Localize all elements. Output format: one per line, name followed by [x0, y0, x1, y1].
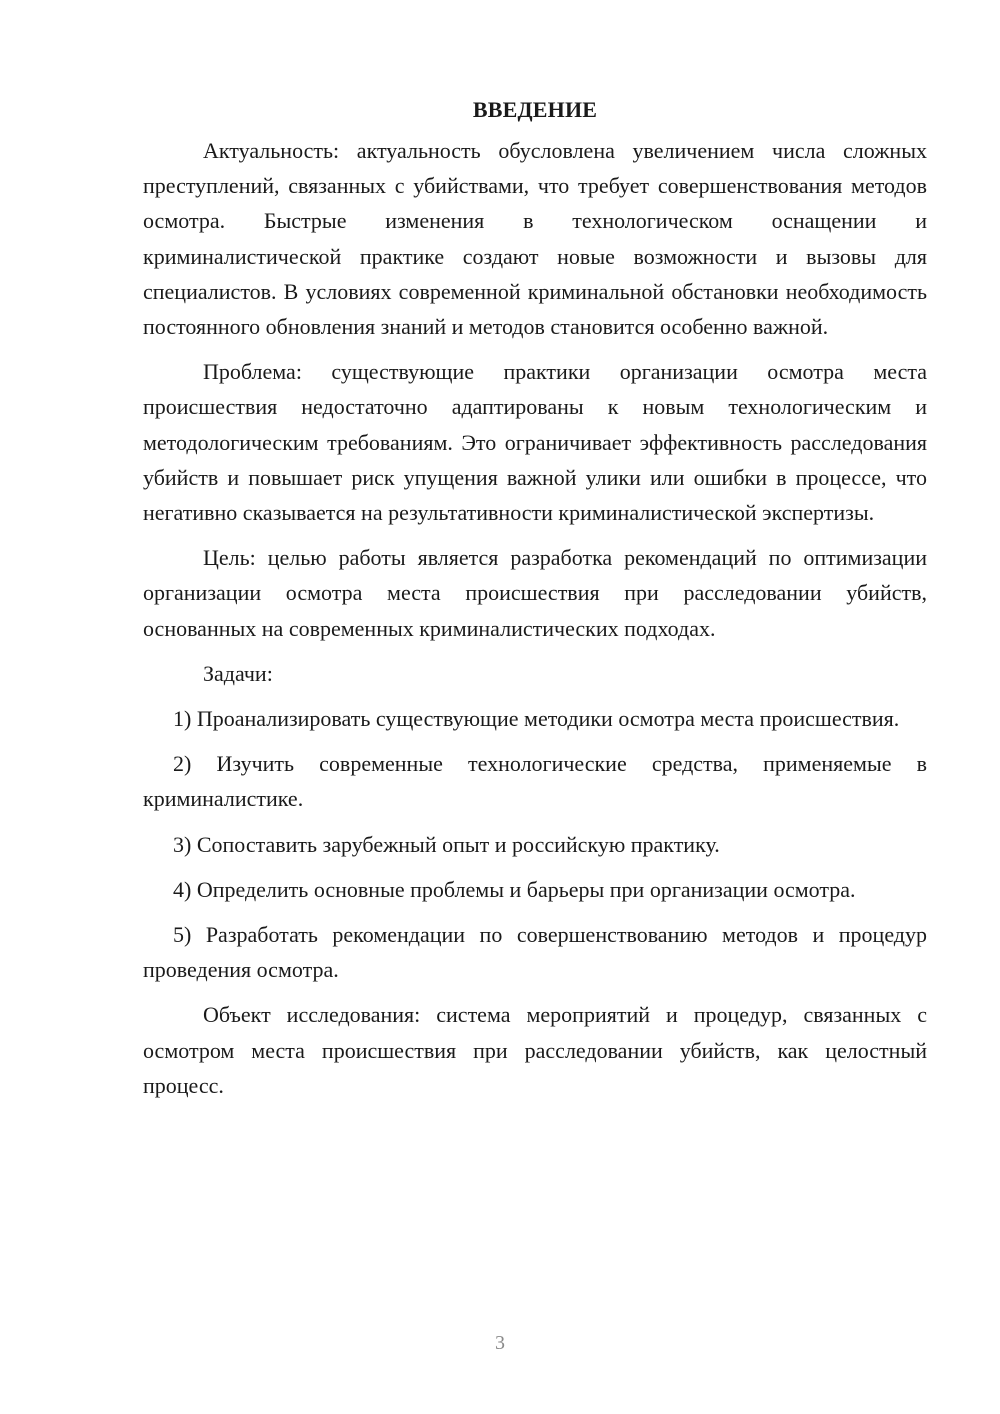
- section-heading: ВВЕДЕНИЕ: [472, 97, 598, 122]
- task-list: [143, 701, 927, 987]
- task-item: 5) Разработать рекомендации по совершенствованию методов и процедур проведения осмотра.: [143, 922, 927, 983]
- goal-paragraph: Цель: целью работы является разработка рекомендаций по оптимизации организации осмотра места происшествия при расследовании убийств, основанных на современных криминалистических подходах.: [143, 545, 927, 641]
- problem-paragraph: Проблема: существующие практики организации осмотра места происшествия недостаточно адаптированы к новым технологическим и методологическим требованиям. Это ограничивает эффективность расследования убийств и повышает риск упущения важной улики или ошибки в процессе, что негативно сказывается на результативности криминалистической экспертизы.: [143, 359, 927, 526]
- task-item: 2) Изучить современные технологические средства, применяемые в криминалистике.: [143, 751, 927, 812]
- object-paragraph: Объект исследования: система мероприятий и процедур, связанных с осмотром места происшествия при расследовании убийств, как целостный процесс.: [143, 1002, 927, 1098]
- page-content: [143, 92, 927, 1113]
- tasks-label: Задачи:: [203, 660, 273, 686]
- task-item: 3) Сопоставить зарубежный опыт и российскую практику.: [173, 831, 720, 857]
- page-number: 3: [495, 1332, 505, 1354]
- task-item: 1) Проанализировать существующие методики осмотра места происшествия.: [173, 706, 900, 732]
- task-item: 4) Определить основные проблемы и барьеры при организации осмотра.: [173, 876, 856, 902]
- relevance-paragraph: Актуальность: актуальность обусловлена увеличением числа сложных преступлений, связанных с убийствами, что требует совершенствования методов осмотра. Быстрые изменения в технологическом оснащении и криминалистической практике создают новые возможности и вызовы для специалистов. В условиях современной криминальной обстановки необходимость постоянного обновления знаний и методов становится особенно важной.: [143, 138, 927, 340]
